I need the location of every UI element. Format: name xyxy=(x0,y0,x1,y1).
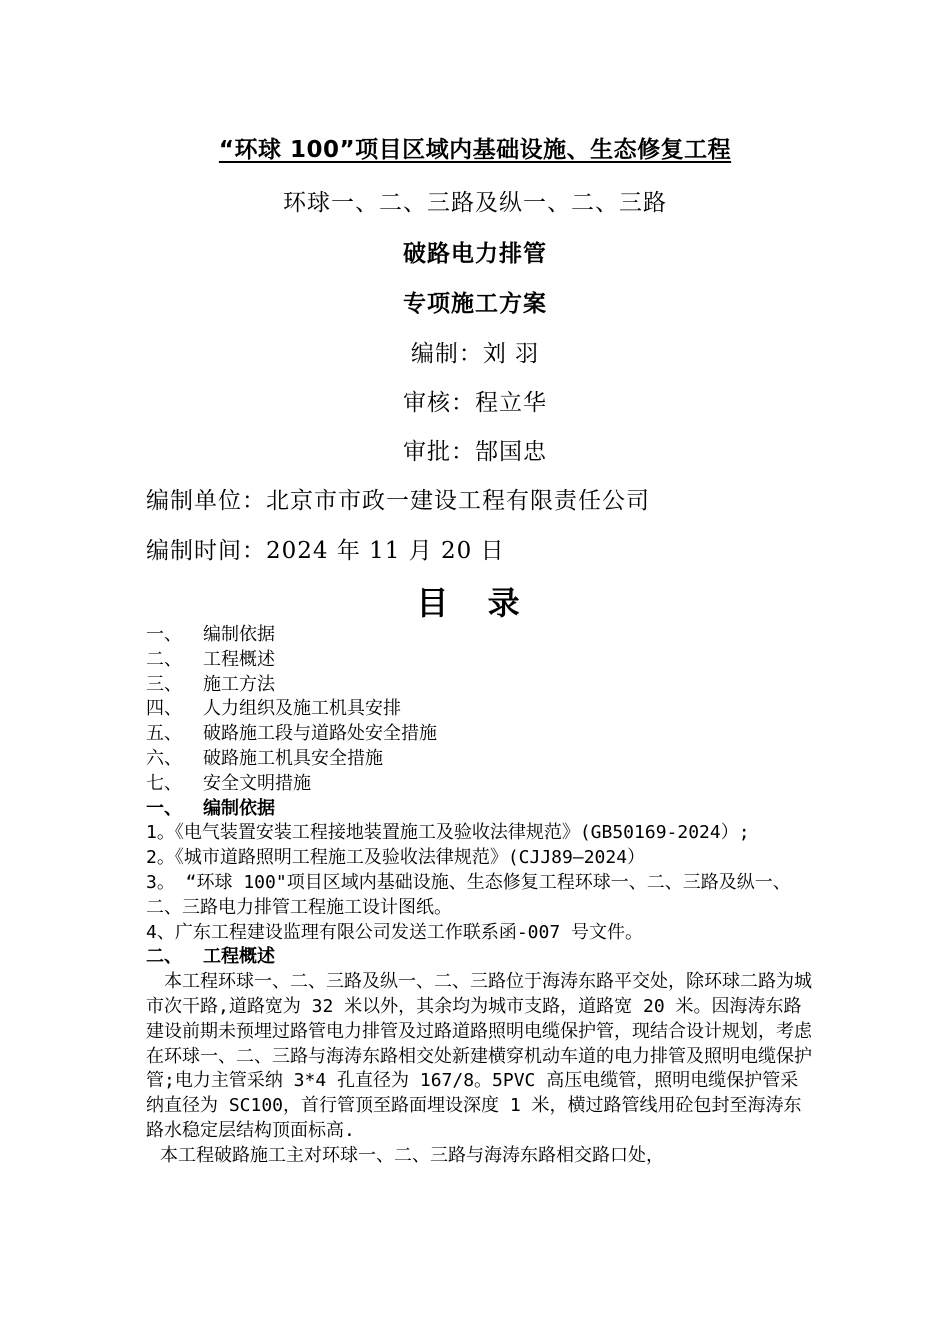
cover-title-line4: 专项施工方案 xyxy=(403,291,547,317)
section2-paragraph: 本工程破路施工主对环球一、二、三路与海涛东路相交路口处， xyxy=(160,1144,664,1166)
toc-item-label: 工程概述 xyxy=(203,648,275,670)
section2-heading-text: 工程概述 xyxy=(203,946,275,968)
toc-item-num: 三、 xyxy=(146,673,182,695)
section1-num: 一、 xyxy=(146,797,182,819)
section1-heading-text: 编制依据 xyxy=(203,797,275,819)
toc-item[interactable] xyxy=(146,747,816,772)
cover-date: 编制时间：2024 年 11 月 20 日 xyxy=(146,538,505,564)
section1-item: 1。《电气装置安装工程接地装置施工及验收法律规范》(GB50169-2024）; xyxy=(146,822,750,844)
toc-item[interactable] xyxy=(146,623,816,648)
section2-num: 二、 xyxy=(146,946,182,968)
cover-title-line2: 环球一、二、三路及纵一、二、三路 xyxy=(283,190,667,216)
cover-unit: 编制单位：北京市市政一建设工程有限责任公司 xyxy=(146,488,650,514)
section2-heading xyxy=(146,945,816,970)
toc-title: 目 录 xyxy=(416,584,534,622)
cover-title-line1: “环球 100”项目区域内基础设施、生态修复工程 xyxy=(218,137,732,163)
cover-title-line3: 破路电力排管 xyxy=(403,241,547,267)
cover-approver: 审批：郜国忠 xyxy=(403,439,547,465)
section1-item: 2。《城市道路照明工程施工及验收法律规范》(CJJ89—2024） xyxy=(146,847,646,869)
toc-item[interactable] xyxy=(146,697,816,722)
toc-item-label: 人力组织及施工机具安排 xyxy=(203,698,401,720)
toc-item-label: 安全文明措施 xyxy=(203,772,311,794)
section1-item: 4、广东工程建设监理有限公司发送工作联系函-007 号文件。 xyxy=(146,921,644,943)
toc-item-num: 七、 xyxy=(146,772,182,794)
toc-item-num: 一、 xyxy=(146,624,182,645)
toc-item[interactable] xyxy=(146,722,816,747)
toc-item-label: 破路施工机具安全措施 xyxy=(203,747,383,769)
cover-compiler: 编制：刘 羽 xyxy=(410,341,540,367)
toc-item-label: 施工方法 xyxy=(203,673,275,695)
section2-paragraph: 本工程环球一、二、三路及纵一、二、三路位于海涛东路平交处，除环球二路为城市次干路,道路宽为 32 米以外，其余均为城市支路，道路宽 20 米。因海涛东路建设前期未预埋过路管电力排管及过路道路照明电缆保护管，现结合设计规划，考虑在环球一、二、三路与海涛东路相交处新建横穿机动车道的电力排管及照明电缆保护管;电力主管采纳 3*4 孔直径为 167/8。5PVC 高压电缆管，照明电缆保护管采纳直径为 SC100，首行管顶至路面埋设深度 1 米，横过路管线用砼包封至海涛东路水稳定层结构顶面标高. xyxy=(146,971,812,1141)
toc-item-num: 六、 xyxy=(146,747,182,769)
section1-item: 3。 “环球 100"项目区域内基础设施、生态修复工程环球一、二、三路及纵一、二、三路电力排管工程施工设计图纸。 xyxy=(146,871,791,918)
toc-item[interactable] xyxy=(146,673,816,698)
toc-item-label: 编制依据 xyxy=(203,624,275,645)
section1-heading xyxy=(146,797,816,822)
toc-item[interactable] xyxy=(146,772,816,797)
document-body xyxy=(146,623,816,1169)
toc-item-label: 破路施工段与道路处安全措施 xyxy=(203,723,437,745)
toc-list xyxy=(146,623,816,797)
cover-reviewer: 审核：程立华 xyxy=(403,390,547,416)
toc-item-num: 四、 xyxy=(146,698,182,720)
toc-item-num: 二、 xyxy=(146,648,182,670)
toc-item-num: 五、 xyxy=(146,723,182,745)
toc-item[interactable] xyxy=(146,648,816,673)
